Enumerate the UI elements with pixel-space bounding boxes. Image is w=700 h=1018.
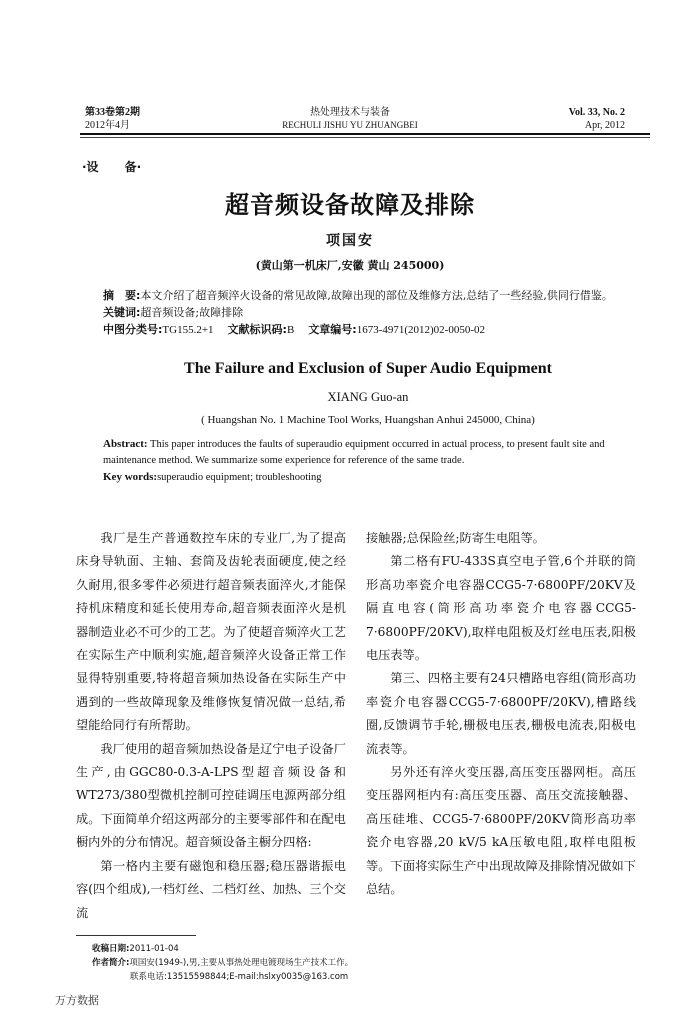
abstract-cn-label: 摘 要: [103, 289, 141, 302]
author-cn: 项国安 [326, 233, 374, 249]
running-header-center [250, 106, 450, 132]
doc-code-label: 文献标识码: [227, 323, 287, 336]
header-rule-thick [80, 133, 650, 135]
volume-en: Vol. 33, No. 2 [568, 107, 625, 118]
footnote-rule [76, 935, 196, 936]
abstract-cn-text: 本文介绍了超音频淬火设备的常见故障,故障出现的部位及维修方法,总结了一些经验,供同行借鉴。 [140, 289, 613, 302]
abstract-en [103, 436, 633, 486]
received-value: 2011-01-04 [129, 943, 179, 954]
journal-name-pinyin: RECHULI JISHU YU ZHUANGBEI [282, 120, 418, 130]
footnote-received [76, 942, 636, 956]
section-label [82, 158, 141, 175]
abstract-en-text: This paper introduces the faults of superaudio equipment occurred in actual process, to present fault site and maintenance method. We summarize some experience for reference of the same trade. [103, 439, 605, 466]
volume-issue: 第33卷第2期 [85, 107, 140, 118]
article-title-en: The Failure and Exclusion of Super Audio Equipment [184, 360, 552, 377]
author-en: XIANG Guo-an [327, 390, 409, 404]
body-paragraph: 第一格内主要有磁饱和稳压器;稳压器谐振电容(四个组成),一档灯丝、二档灯丝、加热、三个交流 [76, 858, 346, 920]
affiliation-en: ( Huangshan No. 1 Machine Tool Works, Huangshan Anhui 245000, China) [201, 414, 535, 426]
keywords-en-text: superaudio equipment; troubleshooting [157, 472, 322, 483]
section-label-right: 备· [124, 160, 142, 174]
article-no-label: 文章编号: [308, 323, 357, 336]
front-matter [103, 287, 633, 486]
clc-value: TG155.2+1 [162, 324, 214, 336]
body-paragraph: 第三、四格主要有24只槽路电容组(筒形高功率瓷介电容器CCG5-7·6800PF/20KV),槽路线圈,反馈调节手轮,栅极电压表,栅极电流表,阳极电流表等。 [366, 671, 636, 756]
doc-code-value: B [286, 324, 295, 336]
section-label-left: ·设 [82, 160, 99, 174]
body-columns [76, 527, 636, 925]
contact-value: 13515598844;E-mail:hslxy0035@163.com [166, 971, 349, 982]
footnotes [76, 935, 636, 984]
keywords-cn-text: 超音频设备;故障排除 [140, 306, 244, 319]
body-column-left [76, 527, 346, 925]
bio-value: 项国安(1949-),男,主要从事热处理电镀现场生产技术工作。 [129, 957, 354, 968]
body-column-right [366, 527, 636, 925]
affiliation-cn: (黄山第一机床厂,安徽 黄山 245000) [255, 259, 445, 272]
running-header-left [85, 106, 140, 132]
body-paragraph: 接触器;总保险丝;防寄生电阻等。 [366, 531, 545, 545]
abstract-cn [103, 287, 633, 321]
running-header-right [569, 106, 625, 132]
clc-label: 中图分类号: [103, 323, 163, 336]
date-en: Apr, 2012 [584, 120, 625, 131]
body-paragraph: 我厂是生产普通数控车床的专业厂,为了提高床身导轨面、主轴、套筒及齿轮表面硬度,使之经久耐用,很多零件必须进行超音频表面淬火,才能保持机床精度和延长使用寿命,超音频表面淬火是机器制造业必不可少的工艺。为了使超音频淬火工艺在实际生产中顺利实施,超音频淬火设备正常工作显得特别重要,特将超音频加热设备在实际生产中遇到的一些故障现象及维修恢复情况做一总结,希望能给同行有所帮助。 [76, 531, 346, 733]
body-paragraph: 我厂使用的超音频加热设备是辽宁电子设备厂生产,由GGC80-0.3-A-LPS型超音频设备和WT273/380型微机控制可控硅调压电源两部分组成。下面简单介绍这两部分的主要零部件和在配电橱内外的分布情况。超音频设备主橱分四格: [76, 741, 346, 850]
contact-label: 联系电话: [130, 971, 167, 982]
header-rule-thin [80, 137, 650, 138]
body-paragraph: 第二格有FU-433S真空电子管,6个并联的筒形高功率瓷介电容器CCG5-7·6800PF/20KV及隔直电容(筒形高功率瓷介电容器CCG5-7·6800PF/20KV),取样电阻板及灯丝电压表,阳极电压表等。 [366, 554, 636, 663]
received-label: 收稿日期: [92, 943, 130, 954]
classification-line [103, 321, 633, 339]
journal-name-cn: 热处理技术与装备 [310, 107, 390, 118]
article-no-value: 1673-4971(2012)02-0050-02 [356, 324, 486, 336]
article-title-cn: 超音频设备故障及排除 [225, 191, 475, 219]
keywords-cn-label: 关键词: [103, 306, 141, 319]
watermark-wanfang: 万方数据 [55, 993, 99, 1007]
date-cn: 2012年4月 [85, 120, 130, 131]
keywords-en-label: Key words: [103, 471, 158, 483]
body-paragraph: 另外还有淬火变压器,高压变压器网柜。高压变压器网柜内有:高压变压器、高压交流接触器、高压硅堆、CCG5-7·6800PF/20KV筒形高功率瓷介电容器,20 kV/5 kA压敏电阻,取样电阻板等。下面将实际生产中出现故障及排除情况做如下总结。 [366, 765, 636, 897]
abstract-en-label: Abstract: [103, 438, 148, 450]
footnote-contact [76, 970, 636, 984]
bio-label: 作者简介: [92, 957, 130, 968]
footnote-author-bio [76, 956, 636, 970]
